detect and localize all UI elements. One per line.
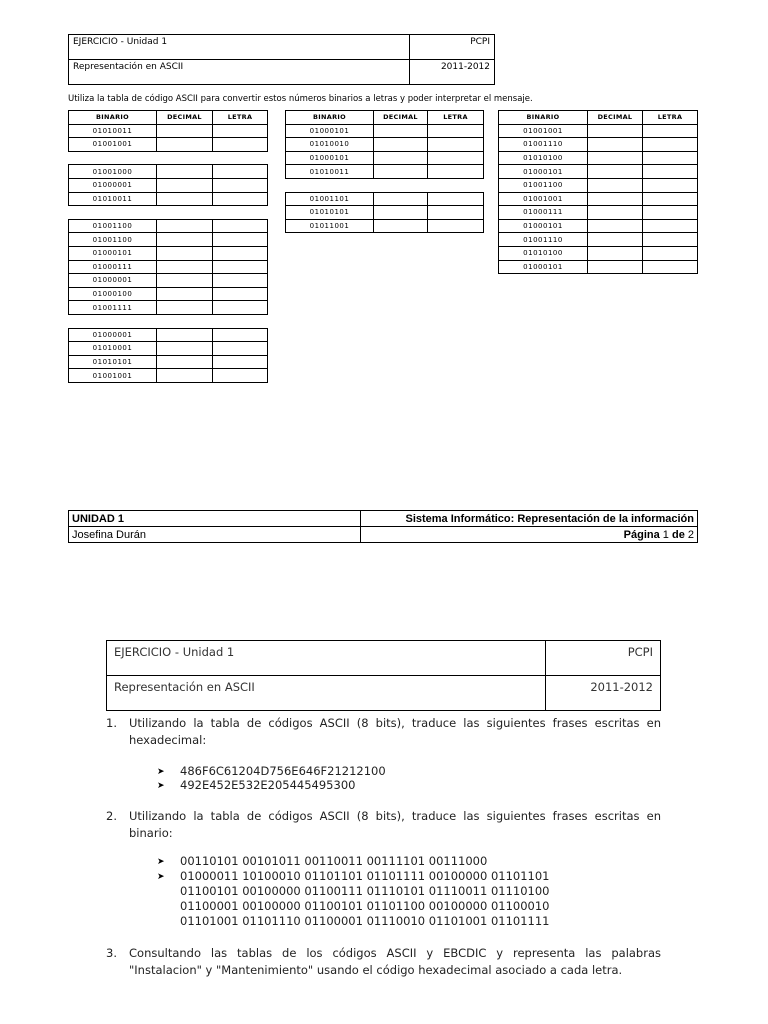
table-header-row [499, 111, 698, 125]
decimal-cell[interactable] [374, 138, 428, 152]
decimal-cell[interactable] [157, 246, 213, 260]
exercise-title: EJERCICIO - Unidad 1 [69, 35, 410, 60]
binary-cell: 01001110 [499, 233, 588, 247]
binary-cell: 01001100 [69, 219, 157, 233]
binary-cell: 01000101 [286, 124, 374, 138]
table-row [69, 246, 268, 260]
letter-cell[interactable] [643, 192, 698, 206]
decimal-cell[interactable] [157, 219, 213, 233]
letter-cell[interactable] [643, 206, 698, 220]
letter-cell[interactable] [428, 124, 484, 138]
question-text: Utilizando la tabla de códigos ASCII (8 bits), traduce las siguientes frases escritas en binario: [129, 809, 661, 840]
table-row [286, 124, 484, 138]
decimal-cell[interactable] [588, 260, 643, 274]
table-row [69, 355, 268, 369]
binary-cell: 01010010 [286, 138, 374, 152]
binary-cell: 01010101 [69, 355, 157, 369]
table-row [286, 151, 484, 165]
column-header-decimal: DECIMAL [157, 111, 213, 125]
binary-cell [69, 314, 157, 328]
letter-cell[interactable] [213, 178, 268, 192]
topic-title: Representación en ASCII [107, 676, 546, 711]
binary-cell: 01010011 [286, 165, 374, 179]
decimal-cell[interactable] [157, 124, 213, 138]
column-header-decimal: DECIMAL [588, 111, 643, 125]
letter-cell[interactable] [213, 301, 268, 315]
column-header-binary: BINARIO [69, 111, 157, 125]
arrow-bullet-icon: ➤ [157, 872, 165, 882]
letter-cell[interactable] [213, 124, 268, 138]
decimal-cell[interactable] [374, 192, 428, 206]
column-header-binary: BINARIO [499, 111, 588, 125]
binary-cell: 01000101 [499, 219, 588, 233]
letter-cell[interactable] [213, 369, 268, 383]
decimal-cell [157, 151, 213, 165]
footer-author: Josefina Durán [69, 527, 361, 543]
column-header-decimal: DECIMAL [374, 111, 428, 125]
letter-cell[interactable] [213, 342, 268, 356]
binary-cell: 01010100 [499, 151, 588, 165]
letter-cell[interactable] [213, 328, 268, 342]
footer-unit: UNIDAD 1 [69, 511, 361, 527]
letter-cell[interactable] [428, 192, 484, 206]
page-total: 2 [687, 528, 694, 541]
binary-cell: 01001000 [69, 165, 157, 179]
hex-item: 486F6C61204D756E646F21212100 [180, 764, 386, 778]
page2-header-table [106, 640, 661, 711]
page-footer [68, 510, 698, 543]
letter-cell[interactable] [213, 287, 268, 301]
table-row [69, 369, 268, 383]
table-row [69, 328, 268, 342]
table-row [499, 246, 698, 260]
letter-cell[interactable] [643, 260, 698, 274]
letter-cell[interactable] [213, 138, 268, 152]
binary-cell: 01000111 [499, 206, 588, 220]
arrow-bullet-icon: ➤ [157, 781, 165, 791]
binary-cell: 01000111 [69, 260, 157, 274]
decimal-cell[interactable] [588, 151, 643, 165]
letter-cell[interactable] [213, 274, 268, 288]
binary-table-2 [285, 110, 484, 233]
table-row [69, 287, 268, 301]
decimal-cell[interactable] [157, 369, 213, 383]
decimal-cell[interactable] [157, 328, 213, 342]
table-row [499, 178, 698, 192]
binary-item-continuation: 01101001 01101110 01100001 01110010 01101001 01101111 [180, 914, 550, 928]
letter-cell[interactable] [643, 165, 698, 179]
exercise-title: EJERCICIO - Unidad 1 [107, 641, 546, 676]
letter-cell[interactable] [213, 165, 268, 179]
binary-cell: 01001100 [69, 233, 157, 247]
letter-cell[interactable] [213, 246, 268, 260]
binary-cell: 01000101 [499, 165, 588, 179]
table-row [499, 192, 698, 206]
letter-cell[interactable] [428, 138, 484, 152]
column-header-letter: LETRA [428, 111, 484, 125]
decimal-cell [374, 178, 428, 192]
letter-cell[interactable] [213, 233, 268, 247]
decimal-cell[interactable] [588, 192, 643, 206]
binary-cell: 01000001 [69, 178, 157, 192]
footer-pagination [361, 527, 698, 543]
binary-cell: 01010001 [69, 342, 157, 356]
binary-cell: 01001001 [499, 124, 588, 138]
binary-item: 00110101 00101011 00110011 00111101 00111000 [180, 854, 488, 868]
table-row [286, 206, 484, 220]
binary-cell: 01001101 [286, 192, 374, 206]
table-row [499, 124, 698, 138]
footer-subject: Sistema Informático: Representación de la información [361, 511, 698, 527]
binary-cell: 01001001 [69, 369, 157, 383]
course-name: PCPI [546, 641, 661, 676]
table-row [69, 342, 268, 356]
column-header-letter: LETRA [643, 111, 698, 125]
page-label: Página [623, 528, 660, 541]
page-of: de [671, 528, 685, 541]
table-row [499, 165, 698, 179]
table-row [286, 219, 484, 233]
arrow-bullet-icon: ➤ [157, 767, 165, 777]
binary-cell: 01001110 [499, 138, 588, 152]
table-spacer-row [69, 206, 268, 220]
table-spacer-row [286, 178, 484, 192]
letter-cell [213, 206, 268, 220]
decimal-cell[interactable] [374, 124, 428, 138]
binary-cell: 01010100 [499, 246, 588, 260]
question-number: 1. [106, 716, 117, 730]
decimal-cell[interactable] [588, 206, 643, 220]
decimal-cell[interactable] [588, 165, 643, 179]
letter-cell[interactable] [428, 151, 484, 165]
letter-cell[interactable] [643, 124, 698, 138]
question-text: Utilizando la tabla de códigos ASCII (8 bits), traduce las siguientes frases escritas en hexadecimal: [129, 716, 661, 747]
decimal-cell [157, 314, 213, 328]
table-header-row [69, 111, 268, 125]
decimal-cell[interactable] [374, 206, 428, 220]
decimal-cell[interactable] [374, 219, 428, 233]
letter-cell[interactable] [643, 178, 698, 192]
table-row [69, 260, 268, 274]
hex-item: 492E452E532E205445495300 [180, 778, 356, 792]
decimal-cell[interactable] [588, 178, 643, 192]
page1-header-table [68, 34, 495, 85]
decimal-cell[interactable] [374, 165, 428, 179]
letter-cell [428, 178, 484, 192]
letter-cell[interactable] [643, 233, 698, 247]
letter-cell[interactable] [213, 192, 268, 206]
question-number: 2. [106, 809, 117, 823]
column-header-binary: BINARIO [286, 111, 374, 125]
page-number: 1 [662, 528, 669, 541]
letter-cell[interactable] [643, 138, 698, 152]
decimal-cell[interactable] [157, 287, 213, 301]
binary-cell: 01001001 [69, 138, 157, 152]
table-row [69, 233, 268, 247]
binary-cell: 01000101 [499, 260, 588, 274]
decimal-cell[interactable] [588, 219, 643, 233]
decimal-cell[interactable] [588, 138, 643, 152]
letter-cell [213, 314, 268, 328]
letter-cell[interactable] [643, 151, 698, 165]
question-number: 3. [106, 946, 117, 960]
binary-cell: 01001111 [69, 301, 157, 315]
decimal-cell [157, 206, 213, 220]
table-row [69, 124, 268, 138]
table-spacer-row [69, 314, 268, 328]
decimal-cell[interactable] [157, 301, 213, 315]
letter-cell[interactable] [428, 165, 484, 179]
binary-item-continuation: 01100101 00100000 01100111 01110101 01110011 01110100 [180, 884, 550, 898]
decimal-cell[interactable] [157, 274, 213, 288]
binary-item-continuation: 01100001 00100000 01100101 01101100 00100000 01100010 [180, 899, 550, 913]
binary-cell [69, 151, 157, 165]
table-row [286, 138, 484, 152]
table-row [69, 165, 268, 179]
letter-cell[interactable] [428, 206, 484, 220]
school-year: 2011-2012 [410, 60, 495, 85]
binary-cell: 01011001 [286, 219, 374, 233]
letter-cell [213, 151, 268, 165]
table-spacer-row [69, 151, 268, 165]
binary-table-3 [498, 110, 698, 274]
table-row [499, 138, 698, 152]
school-year: 2011-2012 [546, 676, 661, 711]
table-row [69, 192, 268, 206]
arrow-bullet-icon: ➤ [157, 857, 165, 867]
binary-table-1 [68, 110, 268, 383]
letter-cell[interactable] [213, 219, 268, 233]
binary-cell: 01000001 [69, 274, 157, 288]
table-row [499, 206, 698, 220]
decimal-cell[interactable] [588, 246, 643, 260]
table-row [499, 151, 698, 165]
binary-cell: 01000101 [286, 151, 374, 165]
decimal-cell[interactable] [157, 233, 213, 247]
table-row [69, 274, 268, 288]
binary-cell: 01010011 [69, 192, 157, 206]
decimal-cell[interactable] [157, 355, 213, 369]
table-row [69, 219, 268, 233]
binary-cell: 01010101 [286, 206, 374, 220]
binary-cell [286, 178, 374, 192]
decimal-cell[interactable] [588, 124, 643, 138]
decimal-cell[interactable] [157, 178, 213, 192]
binary-cell: 01000101 [69, 246, 157, 260]
instructions-text: Utiliza la tabla de código ASCII para convertir estos números binarios a letras y poder interpretar el mensaje. [68, 94, 533, 104]
topic-title: Representación en ASCII [69, 60, 410, 85]
binary-cell: 01000100 [69, 287, 157, 301]
table-row [69, 138, 268, 152]
course-name: PCPI [410, 35, 495, 60]
letter-cell[interactable] [643, 219, 698, 233]
table-row [499, 233, 698, 247]
binary-cell: 01000001 [69, 328, 157, 342]
table-row [69, 301, 268, 315]
binary-cell: 01001001 [499, 192, 588, 206]
decimal-cell[interactable] [157, 165, 213, 179]
binary-item: 01000011 10100010 01101101 01101111 00100000 01101101 [180, 869, 550, 883]
table-row [499, 260, 698, 274]
table-header-row [286, 111, 484, 125]
letter-cell[interactable] [213, 260, 268, 274]
letter-cell[interactable] [428, 219, 484, 233]
decimal-cell[interactable] [157, 342, 213, 356]
binary-cell: 01010011 [69, 124, 157, 138]
table-row [286, 165, 484, 179]
question-text: Consultando las tablas de los códigos ASCII y EBCDIC y representa las palabras "Instalacion" y "Mantenimiento" usando el código hexadecimal asociado a cada letra. [129, 946, 661, 977]
letter-cell[interactable] [213, 355, 268, 369]
letter-cell[interactable] [643, 246, 698, 260]
decimal-cell[interactable] [157, 138, 213, 152]
decimal-cell[interactable] [588, 233, 643, 247]
column-header-letter: LETRA [213, 111, 268, 125]
decimal-cell[interactable] [374, 151, 428, 165]
decimal-cell[interactable] [157, 260, 213, 274]
binary-cell: 01001100 [499, 178, 588, 192]
binary-cell [69, 206, 157, 220]
decimal-cell[interactable] [157, 192, 213, 206]
table-row [499, 219, 698, 233]
table-row [69, 178, 268, 192]
table-row [286, 192, 484, 206]
